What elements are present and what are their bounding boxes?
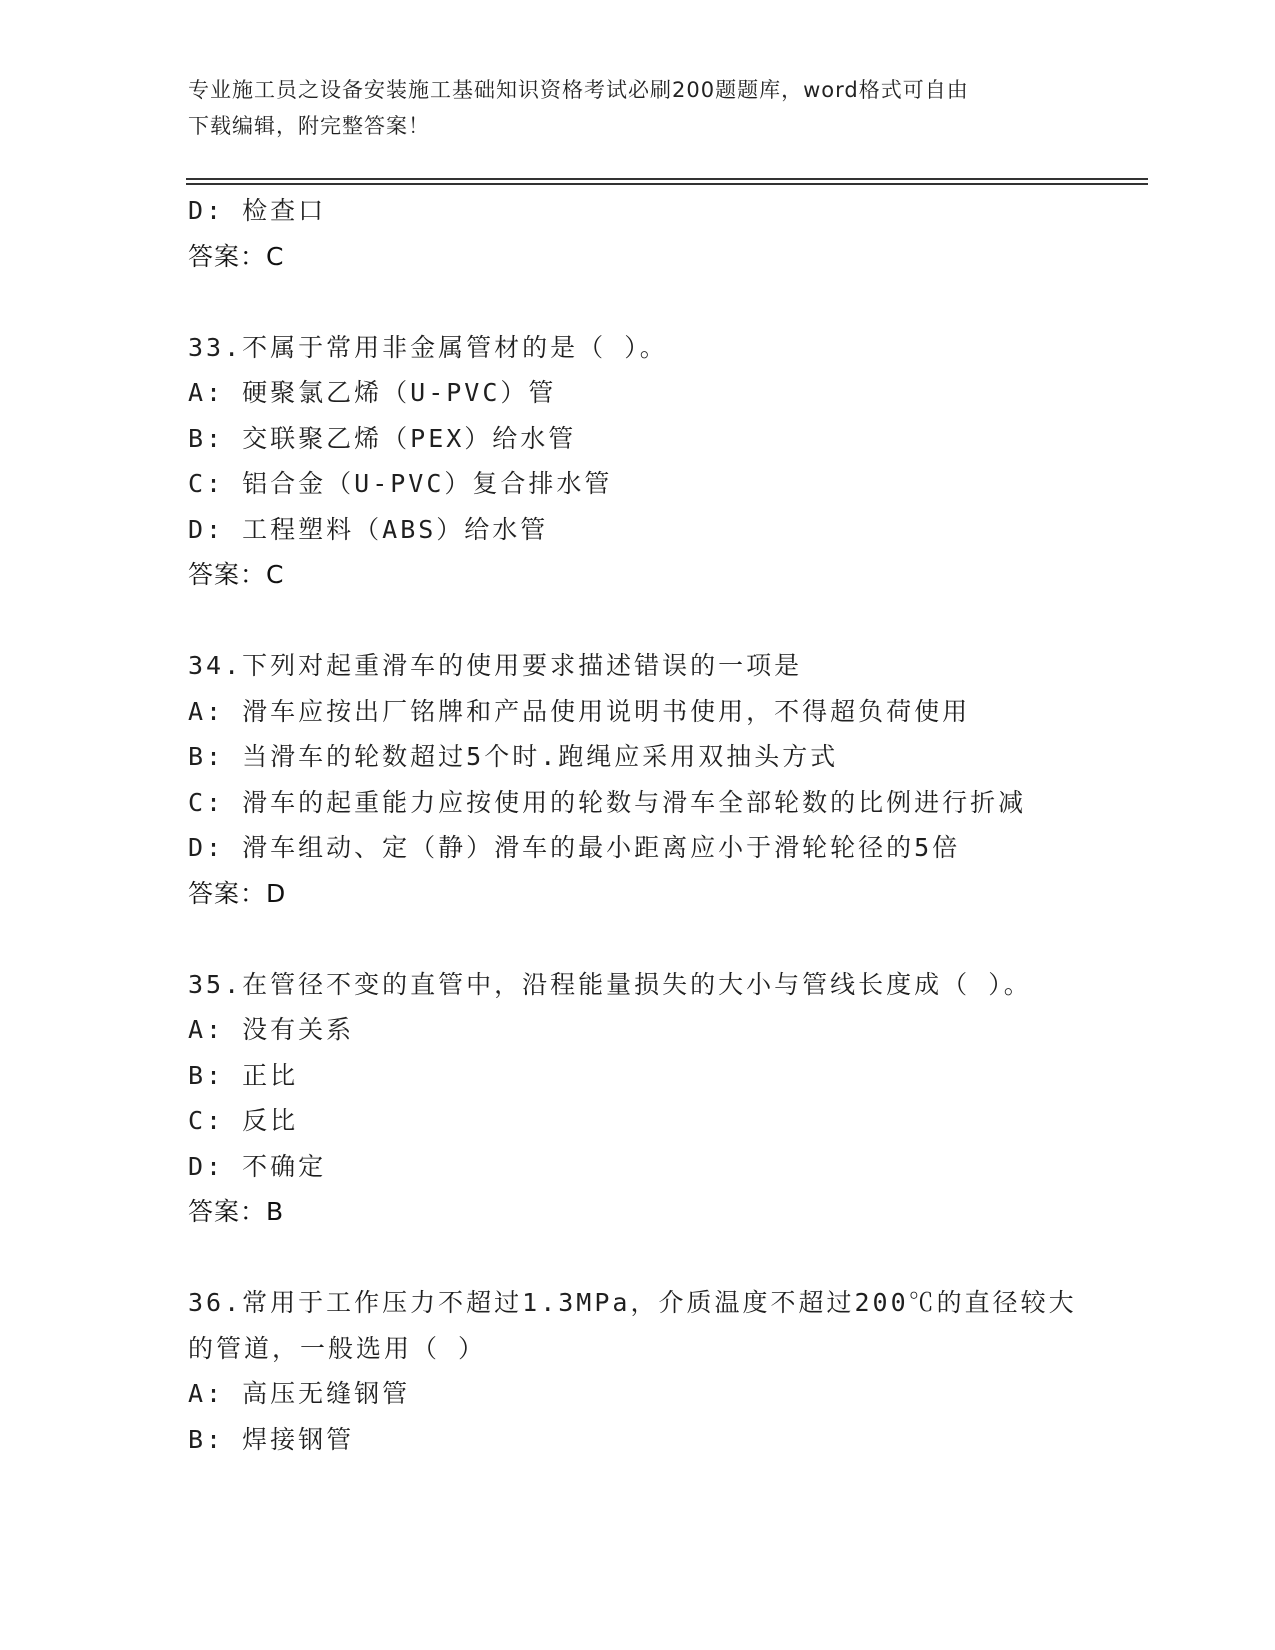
- header-divider-top: [186, 178, 1148, 180]
- option-line: B: 当滑车的轮数超过5个时.跑绳应采用双抽头方式: [188, 742, 839, 771]
- answer-line: 答案：C: [188, 560, 285, 589]
- answer-line: 答案：C: [188, 241, 285, 271]
- question-text: 36.常用于工作压力不超过1.3MPa，介质温度不超过200℃的直径较大: [188, 1288, 1077, 1317]
- option-line: A: 高压无缝钢管: [188, 1379, 411, 1408]
- option-line: D: 工程塑料（ABS）给水管: [188, 514, 549, 544]
- spacer: [188, 598, 1088, 644]
- question-text: 34.下列对起重滑车的使用要求描述错误的一项是: [188, 651, 803, 680]
- header-line-1: 专业施工员之设备安装施工基础知识资格考试必刷200题题库，word格式可自由: [188, 78, 969, 102]
- option-line: D: 滑车组动、定（静）滑车的最小距离应小于滑轮轮径的5倍: [188, 833, 961, 862]
- option-line: A: 没有关系: [188, 1015, 355, 1044]
- question-list: [188, 188, 1088, 1462]
- option-line: A: 滑车应按出厂铭牌和产品使用说明书使用，不得超负荷使用: [188, 696, 971, 726]
- option-line: C: 反比: [188, 1106, 299, 1135]
- option-line: D: 不确定: [188, 1151, 327, 1181]
- option-line: C: 铝合金（U-PVC）复合排水管: [188, 469, 613, 498]
- option-line: C: 滑车的起重能力应按使用的轮数与滑车全部轮数的比例进行折减: [188, 787, 1027, 817]
- option-line: B: 正比: [188, 1060, 299, 1090]
- option-line: D: 检查口: [188, 196, 327, 225]
- question-text: 35.在管径不变的直管中，沿程能量损失的大小与管线长度成（ ）。: [188, 969, 1032, 999]
- page-header: [188, 72, 1068, 144]
- option-line: B: 焊接钢管: [188, 1424, 355, 1454]
- question-text: 33.不属于常用非金属管材的是（ ）。: [188, 332, 668, 362]
- answer-line: 答案：B: [188, 1197, 285, 1226]
- spacer: [188, 916, 1088, 962]
- header-line-2: 下载编辑，附完整答案！: [188, 114, 430, 138]
- spacer: [188, 279, 1088, 325]
- spacer: [188, 1235, 1088, 1281]
- option-line: A: 硬聚氯乙烯（U-PVC）管: [188, 378, 557, 407]
- option-line: B: 交联聚乙烯（PEX）给水管: [188, 423, 577, 453]
- question-text: 的管道，一般选用（ ）: [188, 1333, 487, 1363]
- header-divider-bottom: [186, 183, 1148, 185]
- answer-line: 答案：D: [188, 878, 287, 908]
